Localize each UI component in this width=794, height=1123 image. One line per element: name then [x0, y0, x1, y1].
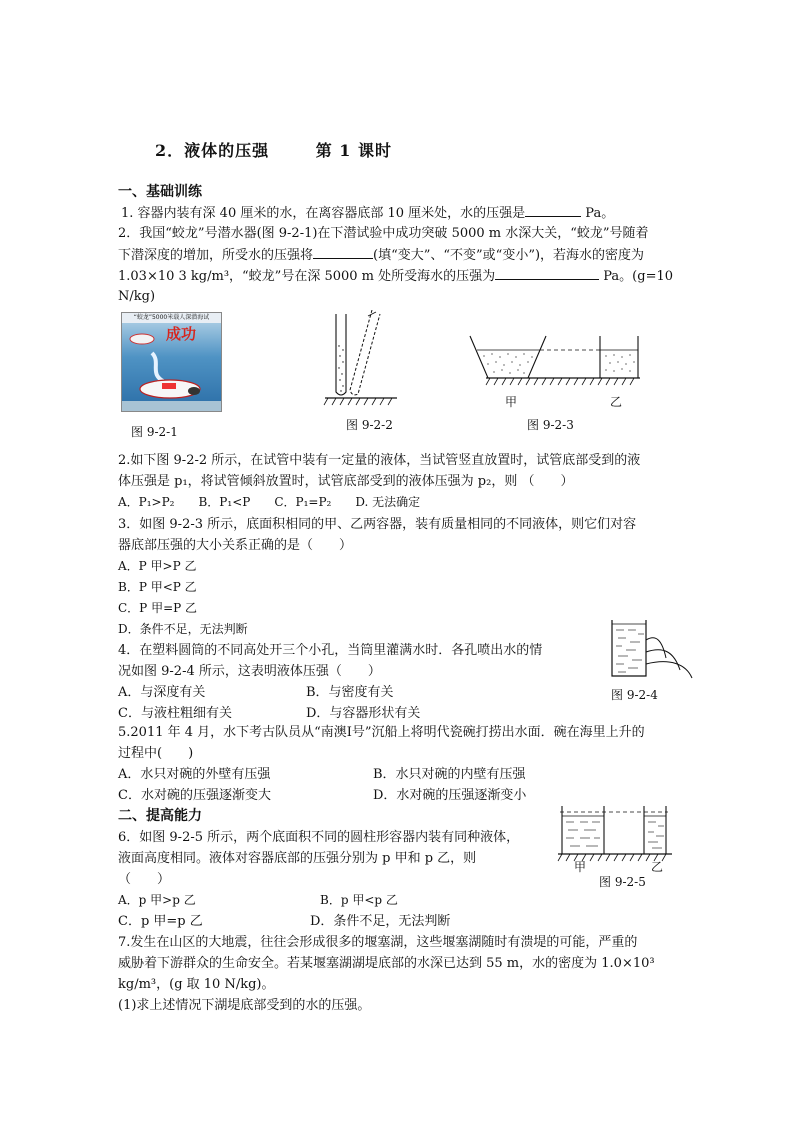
page-title: [155, 138, 392, 161]
figure-caption-9-2-1: 图 9-2-1: [131, 425, 178, 439]
jiaolong-poster-figure: [121, 312, 222, 412]
section-advanced: 二、提高能力: [118, 808, 202, 824]
option-a[interactable]: A．P 甲>P 乙: [118, 559, 197, 573]
question-6-line1: 5.2011 年 4 月，水下考古队员从“南澳Ⅰ号”沉船上将明代瓷碗打捞出水面．碗在海里上升的: [118, 725, 645, 740]
question-8-line3: kg/m³，(g 取 10 N/kg)。: [118, 977, 275, 992]
two-cylinders-figure: [556, 802, 676, 864]
option-d[interactable]: D．与容器形状有关: [306, 706, 421, 721]
question-5-line2: 况如图 9-2-4 所示，这表明液体压强（ ）: [118, 664, 381, 679]
option-b[interactable]: B．P 甲<P 乙: [118, 580, 197, 594]
question-4-line1: 3．如图 9-2-3 所示，底面积相同的甲、乙两容器，装有质量相同的不同液体，则它们对容: [118, 517, 637, 532]
section-basic: 一、基础训练: [118, 184, 202, 200]
question-3-options: A．P₁>P₂ B．P₁<P C．P₁=P₂ D. 无法确定: [118, 495, 421, 509]
question-7-line2: 液面高度相同。液体对容器底部的压强分别为 p 甲和 p 乙，则: [118, 851, 477, 866]
option-d[interactable]: D．条件不足，无法判断: [310, 914, 451, 929]
poster-banner: “蛟龙”5000米载人深潜海试: [122, 313, 221, 323]
poster-headline: 成功: [166, 325, 197, 343]
option-b[interactable]: B．p 甲<p 乙: [320, 893, 398, 907]
question-3-line2: 体压强是 p₁，将试管倾斜放置时，试管底部受到的液体压强为 p₂，则 （ ）: [118, 474, 574, 489]
question-7-line1: 6．如图 9-2-5 所示，两个底面积不同的圆柱形容器内装有同种液体，: [118, 830, 520, 845]
question-4-line2: 器底部压强的大小关系正确的是（ ）: [118, 538, 353, 553]
figure-caption-9-2-5: 图 9-2-5: [599, 875, 646, 889]
option-d[interactable]: D．条件不足，无法判断: [118, 622, 248, 636]
question-8-line4: (1)求上述情况下湖堤底部受到的水的压强。: [118, 998, 371, 1013]
option-c[interactable]: C．与液柱粗细有关: [118, 706, 232, 721]
question-2-line4: N/kg): [118, 289, 156, 304]
label-jia: 甲: [505, 395, 518, 409]
figure-caption-9-2-3: 图 9-2-3: [527, 418, 574, 432]
option-c[interactable]: C．p 甲=p 乙: [118, 914, 203, 929]
option-b[interactable]: B．与密度有关: [306, 685, 394, 700]
figure-caption-9-2-2: 图 9-2-2: [346, 418, 393, 432]
option-d[interactable]: D．水对碗的压强逐渐变小: [373, 788, 527, 803]
answer-blank[interactable]: [313, 244, 373, 259]
answer-blank[interactable]: [525, 202, 581, 217]
label-yi: 乙: [651, 860, 664, 874]
option-a[interactable]: A．p 甲>p 乙: [118, 893, 196, 907]
question-8-line2: 威胁着下游群众的生命安全。若某堰塞湖湖堤底部的水深已达到 55 m，水的密度为 1.0×10³: [118, 956, 655, 971]
question-3-line1: 2.如下图 9-2-2 所示，在试管中装有一定量的液体，当试管竖直放置时，试管底部受到的液: [118, 453, 641, 468]
containers-jia-yi-figure: [466, 330, 646, 392]
question-8-line1: 7.发生在山区的大地震，往往会形成很多的堰塞湖，这些堰塞湖随时有溃堤的可能，严重的: [118, 935, 638, 950]
question-6-line2: 过程中( ): [118, 746, 194, 761]
label-jia: 甲: [574, 860, 587, 874]
option-a[interactable]: A．与深度有关: [118, 685, 206, 700]
water-jet-cylinder-figure: [608, 618, 698, 680]
title-main: 2．液体的压强: [155, 141, 270, 160]
question-2-line3: 1.03×10 3 kg/m³，“蛟龙”号在深 5000 m 处所受海水的压强为 Pa。(g=10: [118, 265, 673, 287]
question-1: 1. 容器内装有深 40 厘米的水，在离容器底部 10 厘米处，水的压强是 Pa。: [121, 202, 614, 224]
label-yi: 乙: [610, 395, 623, 409]
figure-caption-9-2-4: 图 9-2-4: [611, 688, 658, 702]
question-7-line3: （ ）: [118, 872, 171, 887]
option-a[interactable]: A．水只对碗的外壁有压强: [118, 767, 271, 782]
option-c[interactable]: C．水对碗的压强逐渐变大: [118, 788, 271, 803]
submarine-illustration: [122, 313, 221, 411]
answer-blank[interactable]: [495, 265, 599, 280]
question-2-line2: 下潜深度的增加，所受水的压强将 (填“变大”、“不变”或“变小”)，若海水的密度为: [118, 244, 644, 266]
question-5-line1: 4．在塑料圆筒的不同高处开三个小孔，当筒里灌满水时．各孔喷出水的情: [118, 643, 543, 658]
option-c[interactable]: C．P 甲=P 乙: [118, 601, 198, 615]
title-lesson: 第 1 课时: [315, 141, 392, 160]
test-tube-figure: [322, 310, 402, 410]
option-b[interactable]: B．水只对碗的内壁有压强: [373, 767, 526, 782]
question-2-line1: 2．我国“蛟龙”号潜水器(图 9-2-1)在下潜试验中成功突破 5000 m 水深大关，“蛟龙”号随着: [118, 226, 649, 241]
